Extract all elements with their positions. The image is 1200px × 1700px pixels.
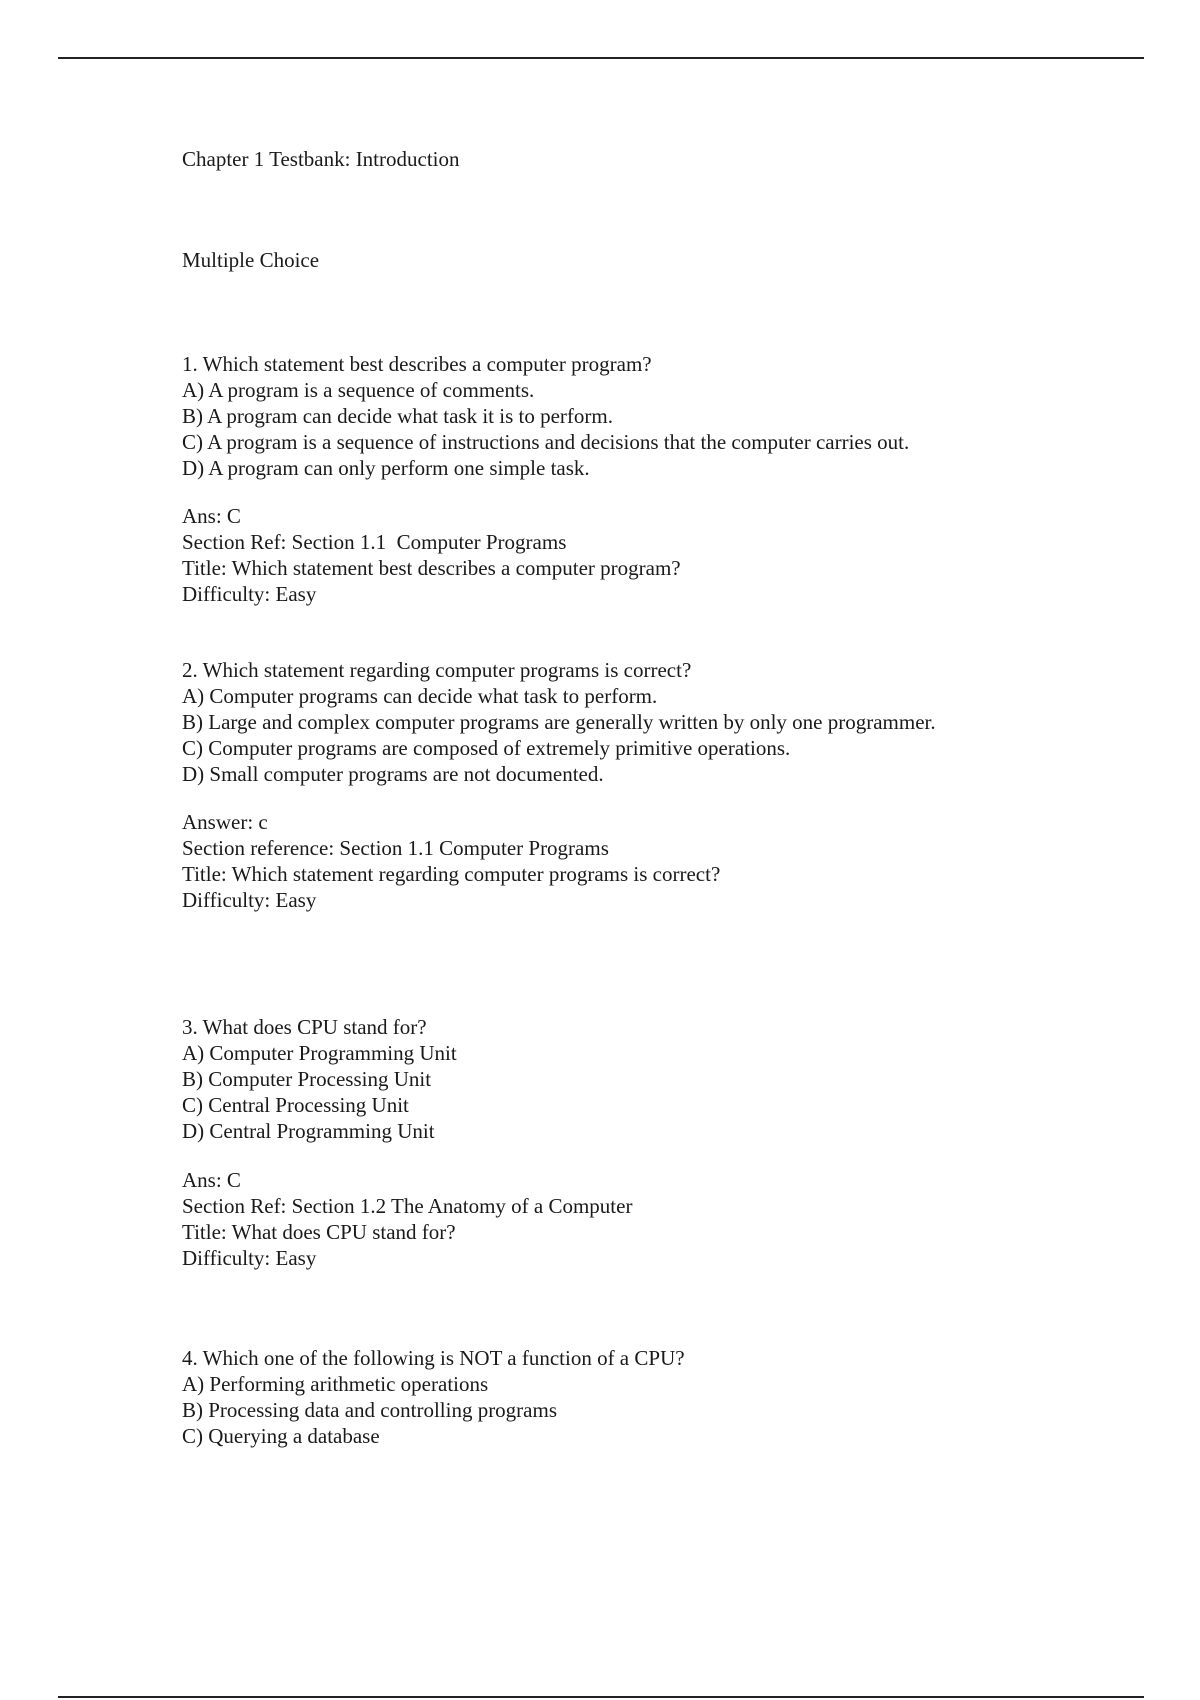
option-c: C) Central Processing Unit [182,1093,409,1117]
answer: Ans: C [182,504,241,528]
option-a: A) Computer Programming Unit [182,1041,457,1065]
question-2 [182,657,936,787]
question-4 [182,1345,685,1449]
question-title: Title: Which statement regarding computer programs is correct? [182,862,721,886]
option-d: D) Central Programming Unit [182,1119,435,1143]
question-1 [182,351,909,481]
option-a: A) Computer programs can decide what task to perform. [182,684,658,708]
difficulty: Difficulty: Easy [182,888,317,912]
section-ref: Section Ref: Section 1.2 The Anatomy of a Computer [182,1194,633,1218]
question-text: 3. What does CPU stand for? [182,1015,427,1039]
question-text: 2. Which statement regarding computer programs is correct? [182,658,692,682]
option-c: C) Querying a database [182,1424,380,1448]
top-rule [58,57,1144,59]
option-d: D) A program can only perform one simple task. [182,456,590,480]
answer-block-3 [182,1167,632,1271]
option-b: B) Large and complex computer programs are generally written by only one programmer. [182,710,936,734]
option-b: B) Computer Processing Unit [182,1067,432,1091]
question-3 [182,1014,457,1144]
option-b: B) A program can decide what task it is to perform. [182,404,613,428]
difficulty: Difficulty: Easy [182,582,317,606]
question-text: 4. Which one of the following is NOT a function of a CPU? [182,1346,685,1370]
question-title: Title: Which statement best describes a computer program? [182,556,681,580]
question-title: Title: What does CPU stand for? [182,1220,456,1244]
answer: Answer: c [182,810,268,834]
section-heading: Multiple Choice [182,248,320,272]
difficulty: Difficulty: Easy [182,1246,317,1270]
answer: Ans: C [182,1168,241,1192]
document-title: Chapter 1 Testbank: Introduction [182,147,460,171]
question-text: 1. Which statement best describes a computer program? [182,352,652,376]
option-c: C) Computer programs are composed of extremely primitive operations. [182,736,791,760]
section-ref: Section reference: Section 1.1 Computer Programs [182,836,609,860]
section-ref: Section Ref: Section 1.1 Computer Programs [182,530,567,554]
bottom-rule [58,1696,1144,1698]
option-d: D) Small computer programs are not documented. [182,762,604,786]
option-b: B) Processing data and controlling programs [182,1398,558,1422]
option-c: C) A program is a sequence of instructions and decisions that the computer carries out. [182,430,910,454]
option-a: A) A program is a sequence of comments. [182,378,535,402]
option-a: A) Performing arithmetic operations [182,1372,489,1396]
answer-block-1 [182,503,681,607]
answer-block-2 [182,809,720,913]
